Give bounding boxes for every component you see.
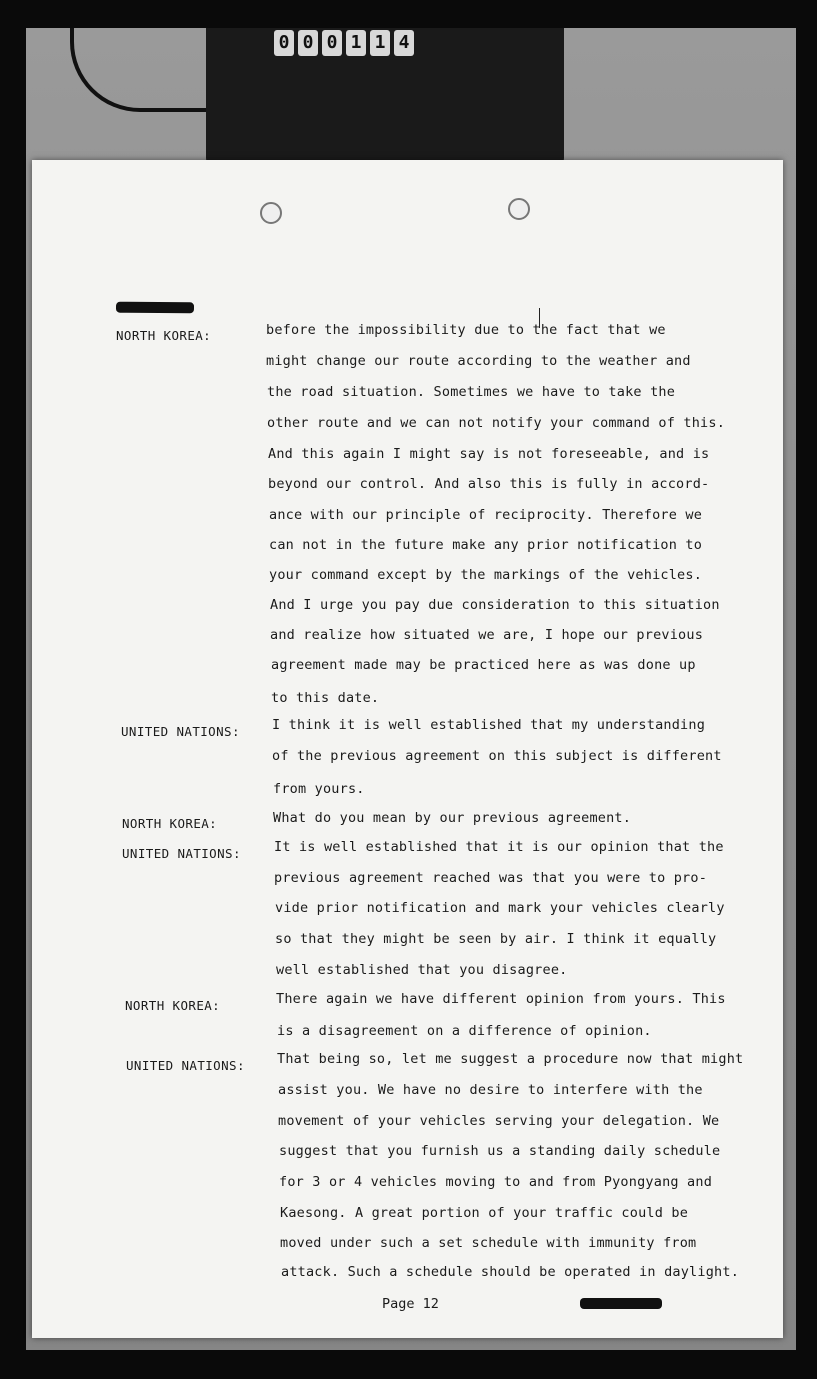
text-line: of the previous agreement on this subject is different (272, 748, 722, 764)
text-line: attack. Such a schedule should be operated in daylight. (281, 1264, 740, 1280)
speaker-united-nations: UNITED NATIONS: (122, 846, 241, 861)
text-line: so that they might be seen by air. I think it equally (275, 931, 717, 947)
text-line: It is well established that it is our opinion that the (274, 839, 724, 855)
text-line: I think it is well established that my understanding (272, 717, 706, 733)
speaker-united-nations: UNITED NATIONS: (126, 1058, 245, 1073)
text-line: suggest that you furnish us a standing daily schedule (279, 1143, 721, 1159)
counter-digit: 1 (370, 30, 390, 56)
counter-digit: 0 (274, 30, 294, 56)
counter-digit: 1 (346, 30, 366, 56)
text-line: Kaesong. A great portion of your traffic could be (280, 1205, 689, 1221)
text-line: There again we have different opinion from yours. This (276, 991, 726, 1007)
text-line: previous agreement reached was that you were to pro- (274, 870, 708, 886)
counter-digit: 0 (322, 30, 342, 56)
text-line: well established that you disagree. (276, 962, 568, 978)
text-line: beyond our control. And also this is fully in accord- (268, 476, 710, 492)
speaker-united-nations: UNITED NATIONS: (121, 724, 240, 739)
text-line: assist you. We have no desire to interfere with the (278, 1082, 703, 1098)
text-line: ance with our principle of reciprocity. Therefore we (269, 507, 703, 523)
text-line: other route and we can not notify your command of this. (267, 415, 726, 431)
text-line: And I urge you pay due consideration to this situation (270, 597, 720, 613)
text-line: What do you mean by our previous agreement. (273, 810, 632, 826)
text-line: the road situation. Sometimes we have to take the (267, 384, 676, 400)
text-line: moved under such a set schedule with immunity from (280, 1235, 697, 1251)
text-line: And this again I might say is not foreseeable, and is (268, 446, 710, 462)
text-line: vide prior notification and mark your vehicles clearly (275, 900, 725, 916)
frame-counter-digits (274, 30, 414, 56)
text-line: before the impossibility due to the fact that we (266, 322, 666, 338)
redacted-footer-marking (580, 1298, 662, 1309)
text-line: from yours. (273, 781, 365, 797)
text-line: movement of your vehicles serving your delegation. We (278, 1113, 720, 1129)
counter-digit: 0 (298, 30, 318, 56)
redacted-header-marking (116, 302, 194, 314)
text-line: your command except by the markings of the vehicles. (269, 567, 703, 583)
text-line: to this date. (271, 690, 380, 706)
text-line: might change our route according to the weather and (266, 353, 691, 369)
speaker-north-korea: NORTH KOREA: (125, 998, 221, 1013)
text-line: agreement made may be practiced here as was done up (271, 657, 696, 673)
text-line: is a disagreement on a difference of opinion. (277, 1023, 652, 1039)
text-line: and realize how situated we are, I hope our previous (270, 627, 704, 643)
counter-digit: 4 (394, 30, 414, 56)
text-line: can not in the future make any prior notification to (269, 537, 703, 553)
document-page (32, 160, 783, 1338)
text-line: for 3 or 4 vehicles moving to and from Pyongyang and (279, 1174, 713, 1190)
text-line: That being so, let me suggest a procedure now that might (277, 1051, 744, 1067)
punch-hole (508, 198, 530, 220)
speaker-north-korea: NORTH KOREA: (122, 816, 218, 831)
punch-hole (260, 202, 282, 224)
speaker-north-korea: NORTH KOREA: (116, 328, 212, 343)
page-number: Page 12 (382, 1296, 439, 1312)
